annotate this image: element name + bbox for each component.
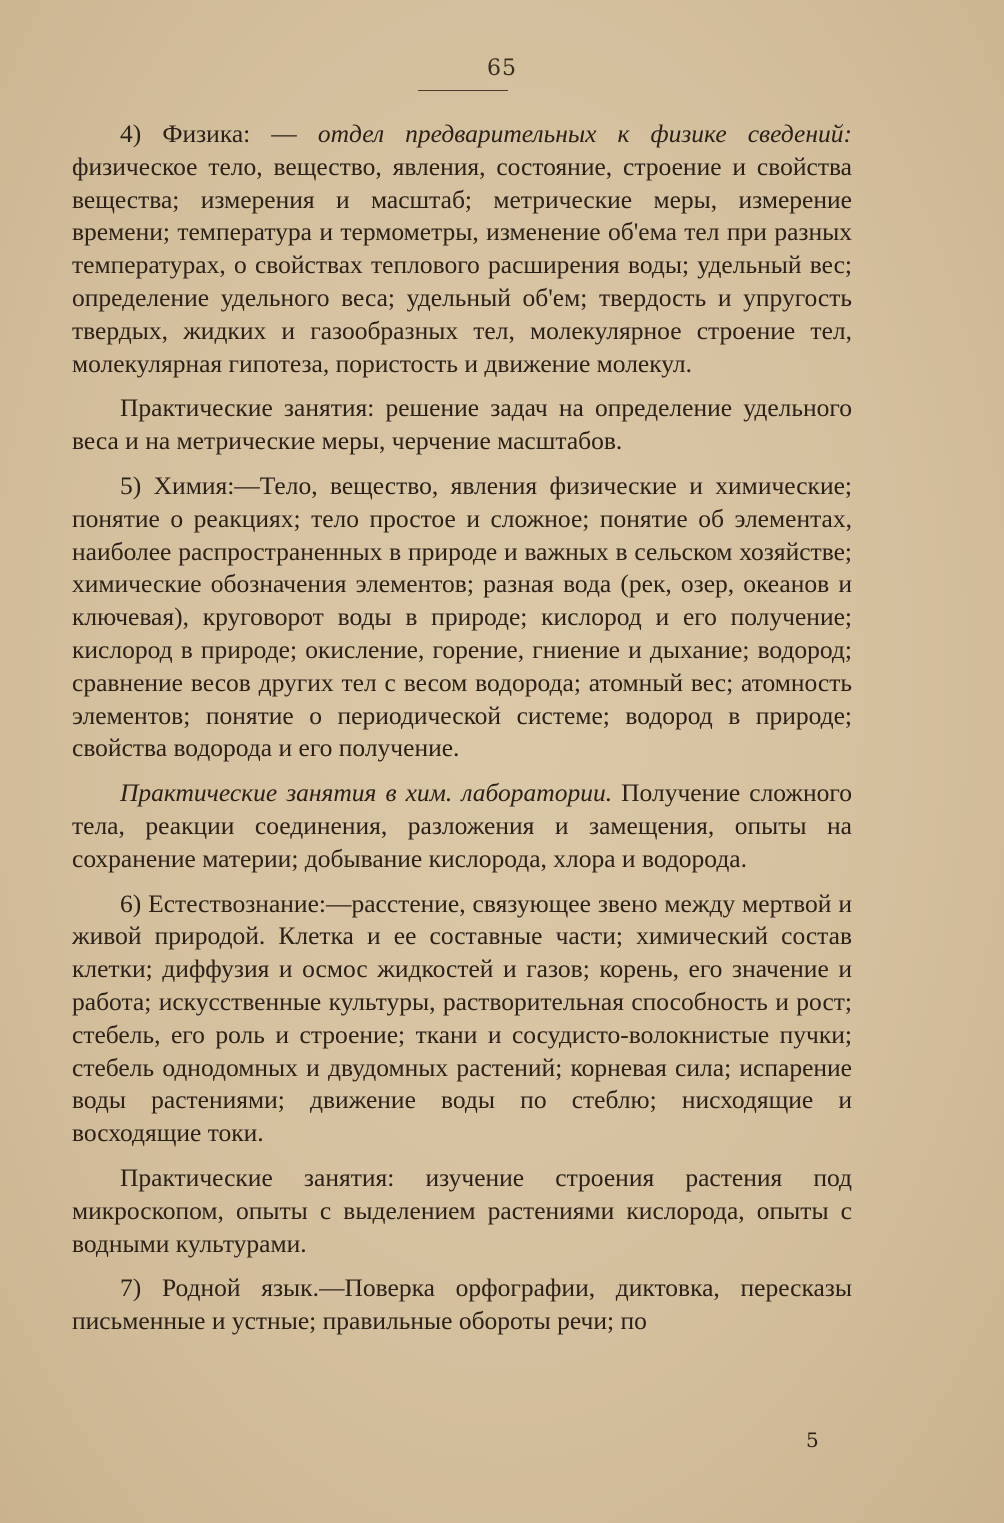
paragraph-natural-science: 6) Естествознание:—расстение, связующее звено между мертвой и живой природой. Клетка и ее составные части; химический состав клетки; диффузия и осмос жидкостей и газов; корень, его значение и работа; искусственные культуры, растворительная способность и рост; стебель, его роль и строение; ткани и сосудисто-волокнистые пучки; стебель однодомных и двудомных растений; корневая сила; испарение воды растениями; движение воды по стеблю; нисходящие и восходящие токи.: [72, 888, 852, 1148]
physics-lead: 4) Физика: —: [120, 119, 297, 148]
page-body: [72, 118, 852, 1350]
paragraph-native-language: 7) Родной язык.—Поверка орфографии, диктовка, пересказы письменные и устные; правильные обороты речи; по: [72, 1273, 852, 1336]
paragraph-natural-science-practice: Практические занятия: изучение строения растения под микроскопом, опыты с выделением растениями кислорода, опыты с водными культурами.: [72, 1162, 852, 1258]
chemistry-practice-italic: Практические занятия в хим. лаборатории.: [120, 778, 613, 808]
physics-text: физическое тело, вещество, явления, состояние, строение и свойства вещества; измерения и масштаб; метрические меры, измерение времени; температура и термометры, изменение об'ема тел при разных температурах, о свойствах теплового расширения воды; удельный вес; определение удельного веса; удельный об'ем; твердость и упругость твердых, жидких и газообразных тел, молекулярное строение тел, молекулярная гипотеза, пористость и движение молекул.: [72, 151, 852, 378]
chemistry-practice-text: Получение сложного тела, реакции соединения, разложения и замещения, опыты на сохранение материи; добывание кислорода, хлора и водорода.: [72, 778, 853, 873]
paragraph-chemistry-practice: [72, 777, 852, 875]
paragraph-chemistry: 5) Химия:—Тело, вещество, явления физические и химические; понятие о реакциях; тело простое и сложное; понятие об элементах, наиболее распространенных в природе и важных в сельском хозяйстве; химические обозначения элементов; разная вода (рек, озер, океанов и ключевая), круговорот воды в природе; кислород и его получение; кислород в природе; окисление, горение, гниение и дыхание; водород; сравнение весов других тел с весом водорода; атомный вес; атомность элементов; понятие о периодической системе; водород в природе; свойства водорода и его получение.: [72, 470, 852, 763]
physics-italic: отдел предварительных к физике сведений:: [317, 119, 852, 148]
page-number: 65: [487, 56, 517, 81]
page-number-rule: [418, 90, 508, 91]
signature-mark: 5: [806, 1428, 819, 1452]
paragraph-physics-practice: Практические занятия: решение задач на определение удельного веса и на метрические меры, черчение масштабов.: [72, 393, 852, 456]
paragraph-physics: [72, 118, 852, 380]
